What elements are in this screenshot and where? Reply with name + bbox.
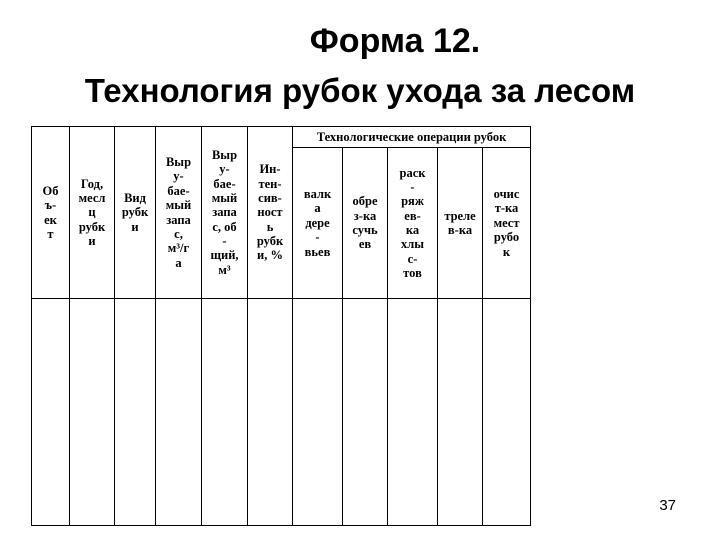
table-row	[32, 299, 531, 526]
op-header-delimbing: обре з-ка сучь ев	[343, 148, 388, 299]
col-header-intensity: Ин- тен- сив- ност ь рубк и, %	[248, 127, 293, 299]
table-cell	[388, 299, 438, 526]
table-cell	[70, 299, 115, 526]
col-header-cutting-type: Вид рубк и	[115, 127, 156, 299]
op-header-bucking: раск - ряж ев- ка хлы с- тов	[388, 148, 438, 299]
col-header-year-month: Год, месл ц рубк и	[70, 127, 115, 299]
page-number: 37	[659, 497, 676, 514]
slide-title: Форма 12.	[309, 22, 481, 60]
table-cell	[202, 299, 248, 526]
col-header-stock-total: Выр у- бае- мый запа с, об - щий, м³	[202, 127, 248, 299]
table-cell	[483, 299, 531, 526]
op-header-skidding: треле в-ка	[438, 148, 483, 299]
op-header-site-cleaning: очис т-ка мест рубо к	[483, 148, 531, 299]
op-header-felling: валк а дере - вьев	[293, 148, 343, 299]
table-cell	[248, 299, 293, 526]
operations-group-header: Технологические операции рубок	[293, 127, 531, 148]
col-header-stock-per-ha: Выр у- бае- мый запа с, м³/г а	[156, 127, 202, 299]
table-cell	[438, 299, 483, 526]
slide-subtitle: Технология рубок ухода за лесом	[84, 72, 636, 109]
form-table	[31, 126, 531, 526]
table-cell	[343, 299, 388, 526]
table-cell	[115, 299, 156, 526]
table-cell	[293, 299, 343, 526]
col-header-object: Об ъ- ек т	[32, 127, 70, 299]
table-cell	[32, 299, 70, 526]
table-cell	[156, 299, 202, 526]
